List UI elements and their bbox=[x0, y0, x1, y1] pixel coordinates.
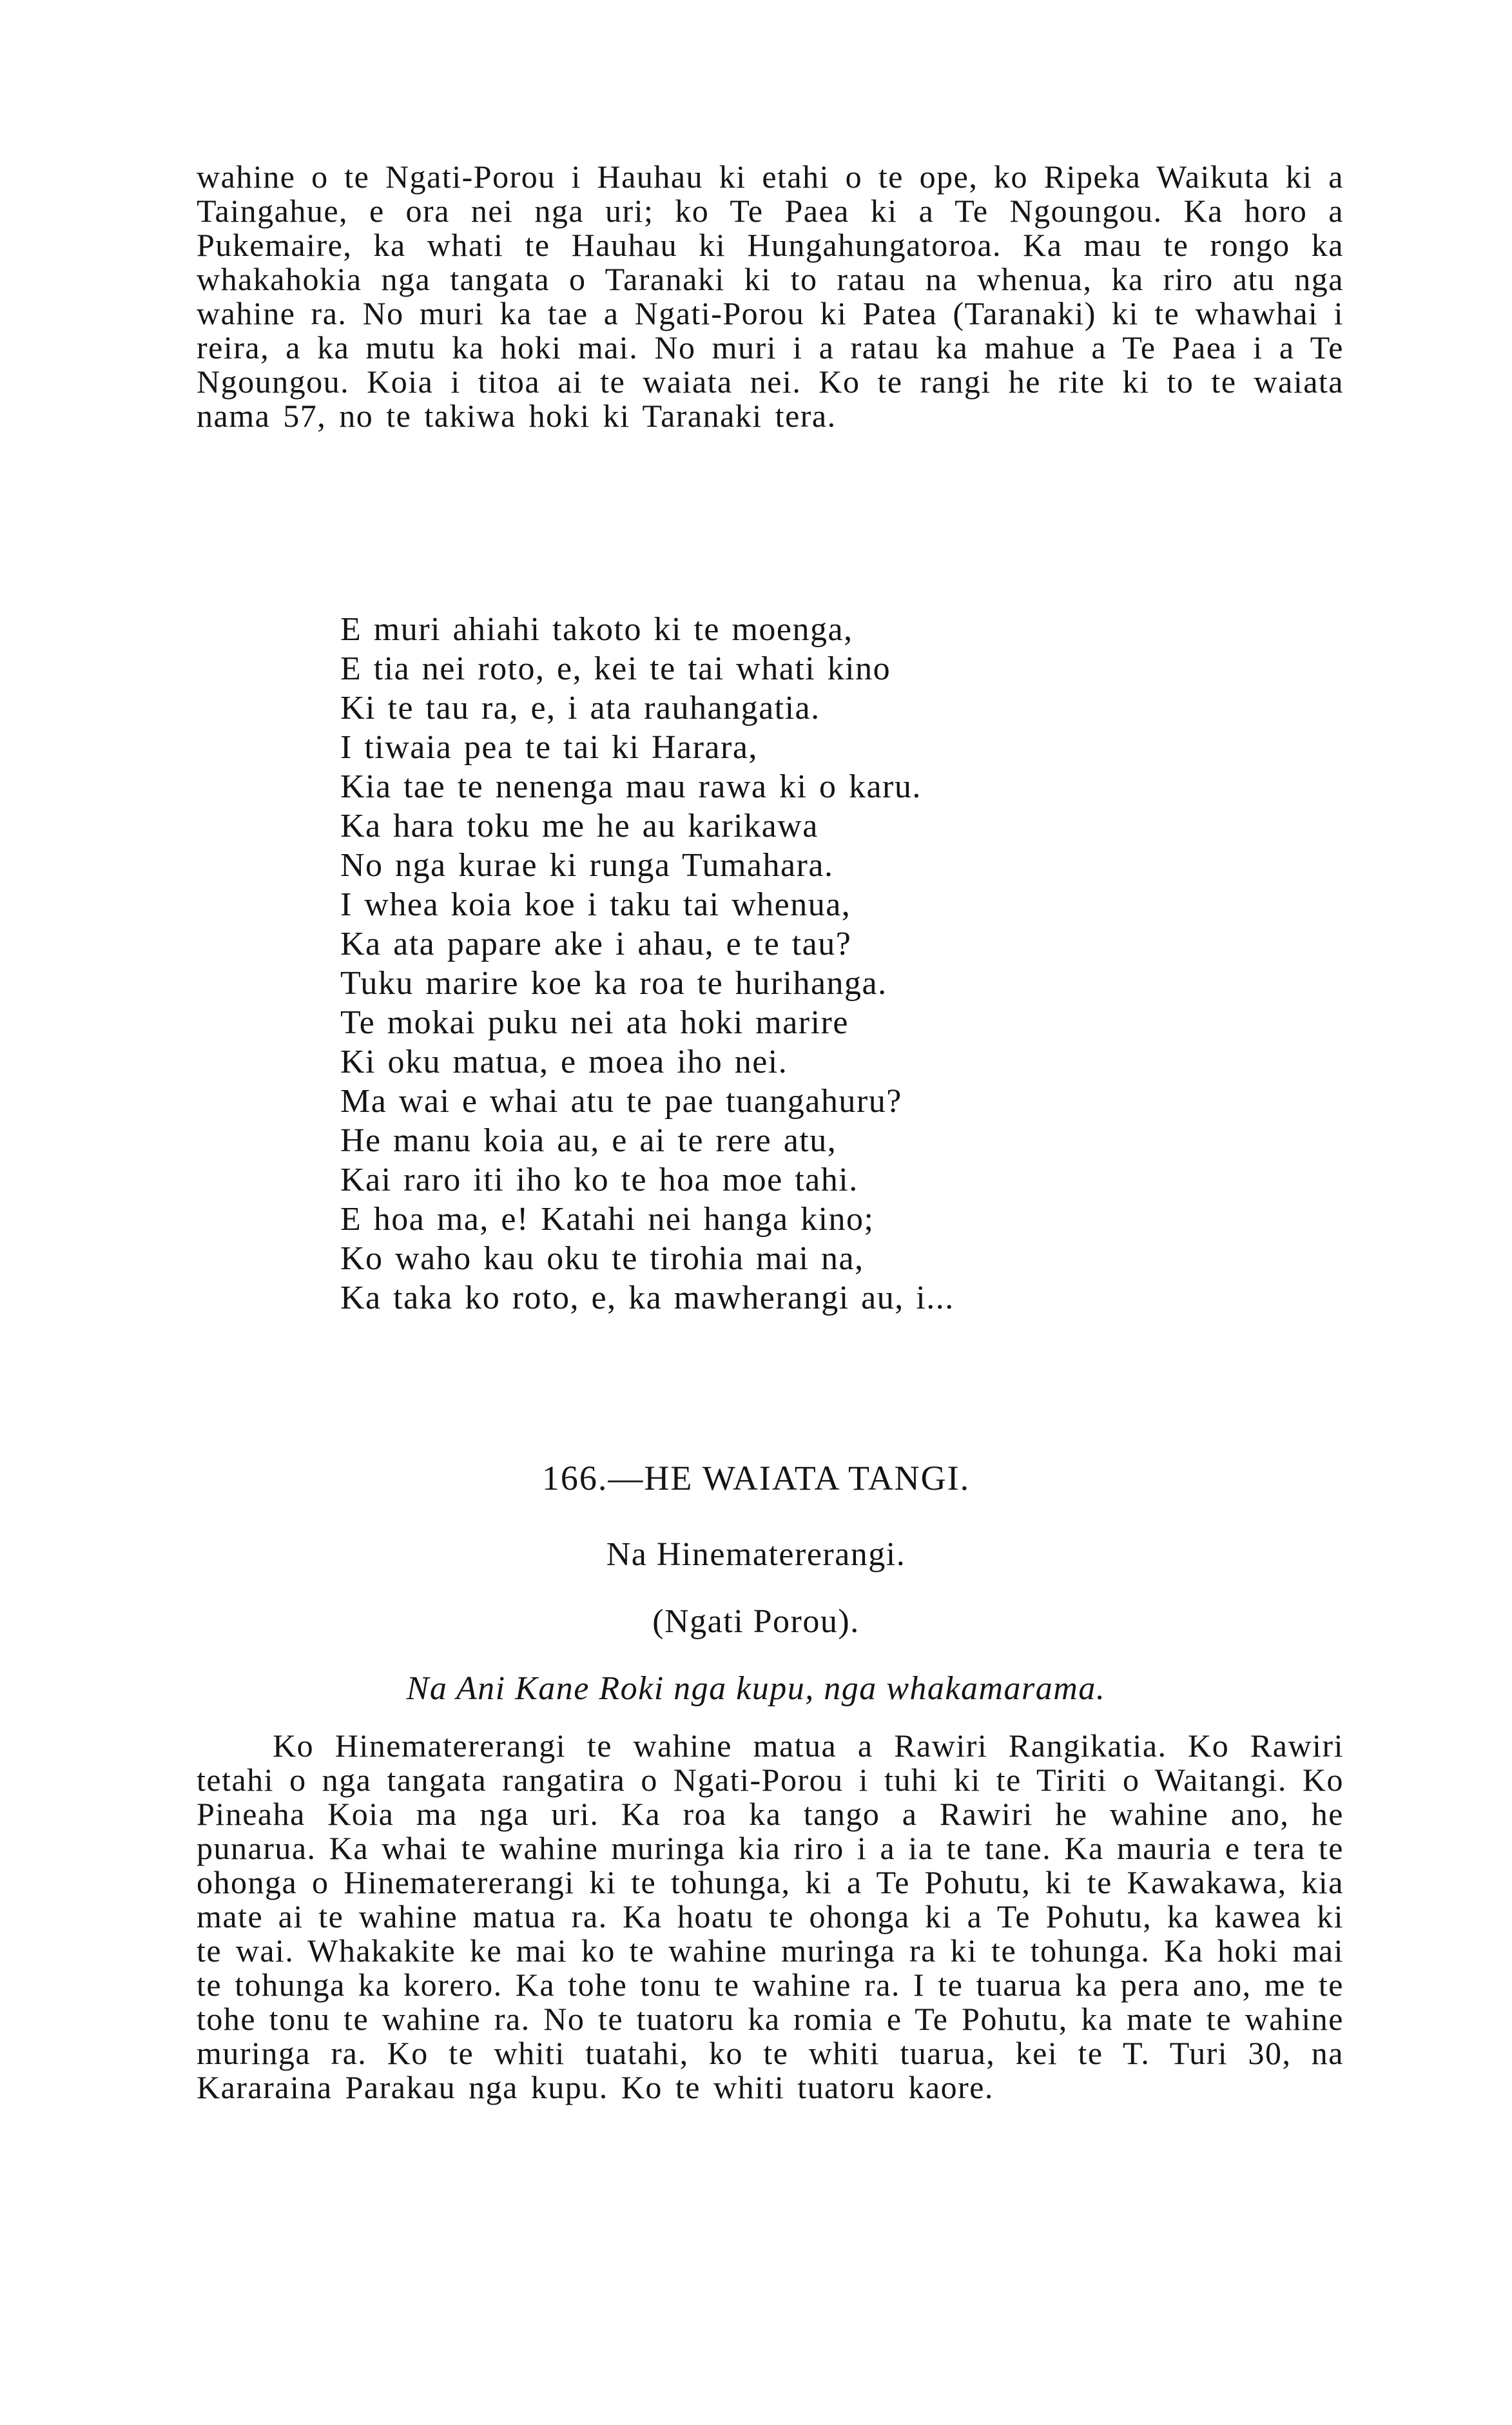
poem-line: Ko waho kau oku te tirohia mai na, bbox=[340, 1240, 864, 1277]
poem-line: Kia tae te nenenga mau rawa ki o karu. bbox=[340, 768, 922, 805]
poem-line: Ki oku matua, e moea iho nei. bbox=[340, 1044, 788, 1080]
poem-line: Kai raro iti iho ko te hoa moe tahi. bbox=[340, 1162, 858, 1198]
poem-line: E hoa ma, e! Katahi nei hanga kino; bbox=[340, 1201, 875, 1238]
poem-stanza bbox=[340, 610, 1178, 1318]
song-credit: Na Ani Kane Roki nga kupu, nga whakamarama. bbox=[406, 1670, 1106, 1707]
poem-line: Ma wai e whai atu te pae tuangahuru? bbox=[340, 1083, 902, 1120]
poem-line: I whea koia koe i taku tai whenua, bbox=[340, 886, 851, 923]
poem-line: E muri ahiahi takoto ki te moenga, bbox=[340, 611, 853, 648]
poem-line: Ka ata papare ake i ahau, e te tau? bbox=[340, 926, 852, 962]
song-explanation-paragraph: Ko Hinematererangi te wahine matua a Rawiri Rangikatia. Ko Rawiri tetahi o nga tangata rangatira o Ngati-Porou i tuhi ki te Tiriti o Waitangi. Ko Pineaha Koia ma nga uri. Ka roa ka tango a Rawiri he wahine ano, he punarua. Ka whai te wahine muringa kia riro i a ia te tane. Ka mauria e tera te ohonga o Hinematererangi ki te tohunga, ki a Te Pohutu, ki te Kawakawa, kia mate ai te wahine matua ra. Ka hoatu te ohonga ki a Te Pohutu, ka kawea ki te wai. Whakakite ke mai ko te wahine muringa ra ki te tohunga. Ka hoki mai te tohunga ka korero. Ka tohe tonu te wahine ra. I te tuarua ka pera ano, me te tohe tonu te wahine ra. No te tuatoru ka romia e Te Pohutu, ka mate te wahine muringa ra. Ko te whiti tuatahi, ko te whiti tuarua, kei te T. Turi 30, na Kararaina Parakau nga kupu. Ko te whiti tuatoru kaore. bbox=[197, 1728, 1344, 2105]
poem-line: Ki te tau ra, e, i ata rauhangatia. bbox=[340, 690, 820, 726]
poem-line: Ka hara toku me he au karikawa bbox=[340, 808, 819, 844]
song-heading: 166.—HE WAIATA TANGI. bbox=[541, 1459, 971, 1497]
poem-line: Tuku marire koe ka roa te hurihanga. bbox=[340, 965, 887, 1002]
poem-line: No nga kurae ki runga Tumahara. bbox=[340, 847, 834, 884]
song-tribe: (Ngati Porou). bbox=[652, 1603, 860, 1640]
poem-line: E tia nei roto, e, kei te tai whati kino bbox=[340, 650, 891, 687]
poem-line: I tiwaia pea te tai ki Harara, bbox=[340, 729, 758, 766]
poem-line: He manu koia au, e ai te rere atu, bbox=[340, 1122, 837, 1159]
poem-line: Te mokai puku nei ata hoki marire bbox=[340, 1004, 849, 1041]
poem-line: Ka taka ko roto, e, ka mawherangi au, i... bbox=[340, 1280, 955, 1316]
song-author: Na Hinematererangi. bbox=[606, 1536, 906, 1573]
intro-paragraph: wahine o te Ngati-Porou i Hauhau ki etahi o te ope, ko Ripeka Waikuta ki a Taingahue, e ora nei nga uri; ko Te Paea ki a Te Ngoungou. Ka horo a Pukemaire, ka whati te Hauhau ki Hungahungatoroa. Ka mau te rongo ka whakahokia nga tangata o Taranaki ki to ratau na whenua, ka riro atu nga wahine ra. No muri ka tae a Ngati-Porou ki Patea (Taranaki) ki te whawhai i reira, a ka mutu ka hoki mai. No muri i a ratau ka mahue a Te Paea i a Te Ngoungou. Koia i titoa ai te waiata nei. Ko te rangi he rite ki to te waiata nama 57, no te takiwa hoki ki Taranaki tera. bbox=[197, 159, 1344, 434]
